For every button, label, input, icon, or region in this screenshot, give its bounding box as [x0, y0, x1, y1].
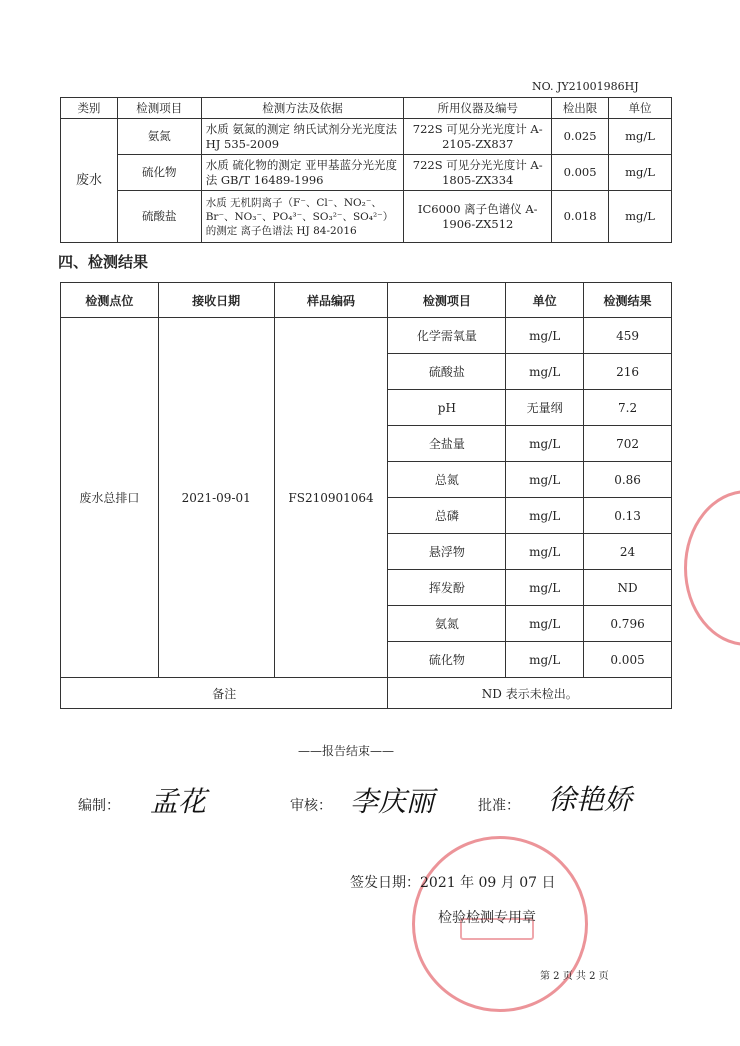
method-description: 水质 硫化物的测定 亚甲基蓝分光光度法 GB/T 16489-1996 [201, 155, 404, 191]
remark-text: ND 表示未检出。 [388, 678, 672, 709]
result-unit: 无量纲 [506, 390, 584, 426]
result-item: 全盐量 [388, 426, 506, 462]
page-number: 第 2 页 共 2 页 [540, 971, 609, 982]
section-title: 四、检测结果 [58, 253, 149, 271]
result-unit: mg/L [506, 318, 584, 354]
result-unit: mg/L [506, 534, 584, 570]
method-item: 硫酸盐 [117, 191, 201, 243]
result-value: 459 [584, 318, 672, 354]
method-row [61, 155, 672, 191]
result-value: ND [584, 570, 672, 606]
result-unit: mg/L [506, 606, 584, 642]
method-limit: 0.018 [552, 191, 609, 243]
result-code: FS210901064 [274, 318, 388, 678]
result-value: 216 [584, 354, 672, 390]
method-instrument: 722S 可见分光光度计 A-2105-ZX837 [404, 119, 552, 155]
result-value: 702 [584, 426, 672, 462]
result-value: 0.13 [584, 498, 672, 534]
method-unit: mg/L [609, 119, 672, 155]
method-limit: 0.025 [552, 119, 609, 155]
result-item: 化学需氧量 [388, 318, 506, 354]
result-date: 2021-09-01 [158, 318, 274, 678]
result-row [61, 318, 672, 354]
method-row [61, 191, 672, 243]
method-item: 硫化物 [117, 155, 201, 191]
result-item: 总磷 [388, 498, 506, 534]
result-unit: mg/L [506, 354, 584, 390]
method-category: 废水 [61, 119, 118, 243]
result-table [60, 282, 672, 709]
seal-caption: 检验检测专用章 [438, 910, 536, 926]
seal-edge-partial [684, 490, 740, 646]
result-item: 硫酸盐 [388, 354, 506, 390]
method-description: 水质 无机阴离子（F⁻、Cl⁻、NO₂⁻、Br⁻、NO₃⁻、PO₄³⁻、SO₃²⁻、SO₄²⁻）的测定 离子色谱法 HJ 84-2016 [201, 191, 404, 243]
method-unit: mg/L [609, 191, 672, 243]
issue-date: 签发日期：2021 年 09 月 07 日 [350, 875, 556, 891]
method-header-instrument: 所用仪器及编号 [404, 98, 552, 119]
method-header-unit: 单位 [609, 98, 672, 119]
result-unit: mg/L [506, 642, 584, 678]
result-unit: mg/L [506, 498, 584, 534]
result-item: 挥发酚 [388, 570, 506, 606]
remark-label: 备注 [61, 678, 388, 709]
approver-signature: 徐艳娇 [548, 783, 633, 816]
method-limit: 0.005 [552, 155, 609, 191]
method-header-limit: 检出限 [552, 98, 609, 119]
report-end: ——报告结束—— [298, 744, 395, 758]
method-item: 氨氮 [117, 119, 201, 155]
method-table [60, 97, 672, 243]
method-row [61, 119, 672, 155]
result-value: 0.005 [584, 642, 672, 678]
result-header-code: 样品编码 [274, 283, 388, 318]
editor-signature: 孟花 [150, 785, 207, 818]
result-header-value: 检测结果 [584, 283, 672, 318]
remark-row [61, 678, 672, 709]
result-header-item: 检测项目 [388, 283, 506, 318]
result-item: 总氮 [388, 462, 506, 498]
approver-label: 批准： [478, 798, 520, 814]
result-header-point: 检测点位 [61, 283, 159, 318]
editor-label: 编制： [78, 798, 120, 814]
reviewer-label: 审核： [290, 798, 332, 814]
method-instrument: IC6000 离子色谱仪 A-1906-ZX512 [404, 191, 552, 243]
result-header-row [61, 283, 672, 318]
result-item: 悬浮物 [388, 534, 506, 570]
method-unit: mg/L [609, 155, 672, 191]
result-item: pH [388, 390, 506, 426]
method-instrument: 722S 可见分光光度计 A-1805-ZX334 [404, 155, 552, 191]
result-item: 氨氮 [388, 606, 506, 642]
result-header-unit: 单位 [506, 283, 584, 318]
method-header-method: 检测方法及依据 [201, 98, 404, 119]
result-unit: mg/L [506, 570, 584, 606]
reviewer-signature: 李庆丽 [350, 785, 435, 818]
result-unit: mg/L [506, 462, 584, 498]
method-header-item: 检测项目 [117, 98, 201, 119]
report-number: NO. JY21001986HJ [532, 80, 639, 93]
method-header-row [61, 98, 672, 119]
result-header-date: 接收日期 [158, 283, 274, 318]
result-point: 废水总排口 [61, 318, 159, 678]
result-value: 24 [584, 534, 672, 570]
result-item: 硫化物 [388, 642, 506, 678]
result-value: 0.86 [584, 462, 672, 498]
method-header-category: 类别 [61, 98, 118, 119]
result-value: 7.2 [584, 390, 672, 426]
result-value: 0.796 [584, 606, 672, 642]
method-description: 水质 氨氮的测定 纳氏试剂分光光度法 HJ 535-2009 [201, 119, 404, 155]
result-unit: mg/L [506, 426, 584, 462]
